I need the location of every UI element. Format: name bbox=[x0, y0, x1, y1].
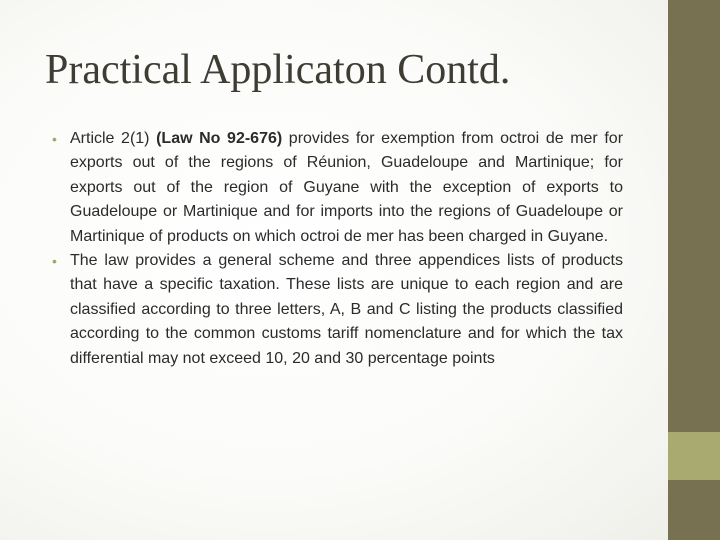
bullet-list bbox=[52, 127, 623, 371]
slide-title: Practical Applicaton Contd. bbox=[45, 47, 511, 93]
sidebar-band-upper bbox=[668, 0, 720, 432]
bullet-item-scheme bbox=[52, 249, 623, 371]
sidebar-band-lower bbox=[668, 480, 720, 540]
bullet-icon: • bbox=[52, 131, 57, 147]
bullet-icon: • bbox=[52, 253, 57, 270]
bullet-text-rest: provides for exemption from octroi de mer for exports out of the regions of Réunion, Guadeloupe and Martinique; for exports out of the region of Guyane with the exception of exports to Guadeloupe or Martinique and for imports into the regions of Guadeloupe or Martinique of products on which octroi de mer has been charged in Guyane. bbox=[70, 130, 624, 245]
law-reference: (Law No 92-676) bbox=[156, 130, 283, 147]
bullet-item-article bbox=[52, 127, 623, 249]
bullet-text-start: Article 2(1) bbox=[70, 130, 157, 147]
bullet-text: The law provides a general scheme and three appendices lists of products that have a specific taxation. These lists are unique to each region and are classified according to three letters, A, B and C listing the products classified according to the common customs tariff nomenclature and for which the tax differential may not exceed 10, 20 and 30 percentage points bbox=[70, 252, 623, 367]
sidebar-band-accent bbox=[668, 432, 720, 480]
